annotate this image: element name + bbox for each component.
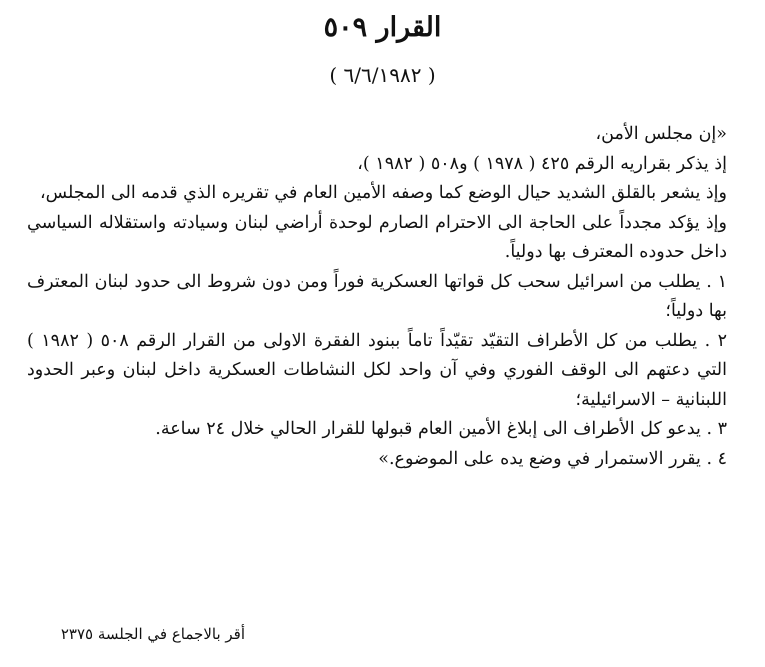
resolution-date: ( ٦/٦/١٩٨٢ ) [329, 63, 436, 87]
preamble-recalling: إذ يذكر بقراريه الرقم ٤٢٥ ( ١٩٧٨ ) و٥٠٨ ( ١٩٨٢ )، [357, 153, 727, 174]
operative-paragraph-3: ٣ . يدعو كل الأطراف الى إبلاغ الأمين العام قبولها للقرار الحالي خلال ٢٤ ساعة. [155, 419, 727, 439]
adoption-note: أقر بالاجماع في الجلسة ٢٣٧٥ [60, 625, 245, 643]
operative-paragraph-2: ٢ . يطلب من كل الأطراف التقيّد تقيّداً تاماً ببنود الفقرة الاولى من القرار الرقم ٥٠٨ ( ١٩٨٢ ) التي دعتهم الى الوقف الفوري وفي آن واحد لكل النشاطات العسكرية داخل لبنان وعبر الحدود اللبنانية – الاسرائيلية؛ [27, 330, 727, 410]
preamble-reaffirming: وإذ يؤكد مجدداً على الحاجة الى الاحترام الصارم لوحدة أراضي لبنان وسيادته واستقلاله السياسي داخل حدوده المعترف بها دولياً. [27, 212, 727, 262]
operative-paragraph-1: ١ . يطلب من اسرائيل سحب كل قواتها العسكرية فوراً ومن دون شروط الى حدود لبنان المعترف بها دولياً؛ [27, 271, 727, 321]
preamble-opening: «إن مجلس الأمن، [595, 124, 727, 144]
preamble-concern: وإذ يشعر بالقلق الشديد حيال الوضع كما وصفه الأمين العام في تقريره الذي قدمه الى المجلس، [39, 183, 727, 203]
resolution-body [27, 120, 727, 474]
operative-paragraph-4: ٤ . يقرر الاستمرار في وضع يده على الموضوع.» [378, 448, 727, 469]
resolution-title: القرار ٥٠٩ [323, 12, 442, 43]
